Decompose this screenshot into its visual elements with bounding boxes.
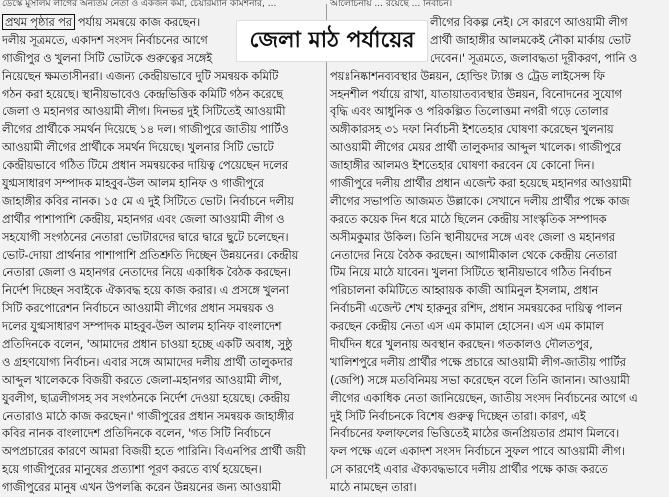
left-line: জাহাঙ্গীর কবির নানক। ১৫ মে এ দুই সিটিতে ভোট। নির্বাচনে দলীয় [2,193,294,208]
right-line: লীগের সভাপতি আজমত উল্লাকে। সেখানে দলীয় প্রার্থীর পক্ষে কাজ [330,193,630,208]
left-line: ও গ্রহণযোগ্য নির্বাচন। এবার সঙ্গে আমাদের দলীয় প্রার্থী তালুকদার [2,354,293,369]
right-line: অসীমকুমার উকিল। তিনি স্থানীয়দের সঙ্গে এবং জেলা ও মহানগর [330,229,615,244]
left-line: গাজীপুর ও খুলনা সিটি ভোটকে গুরুত্বের সঙ্গেই [2,50,213,65]
left-line: দলের যুগ্মসাধারণ সম্পাদক মাহবুব-উল আলম হানিফ বাংলাদেশ [2,319,282,334]
left-line: জেলা ও মহানগর আওয়ামী লীগ। দিনভর দুই সিটিতেই আওয়ামী [2,104,286,119]
left-line: সহযোগী সংগঠনের নেতারা ভোটারদের দ্বারে দ্বারে ছুটে চলেছেন। [2,229,289,244]
left-line-text: পর্যায় সমন্বয়ে কাজ করছেন। [77,15,201,29]
right-line: সে কারণেই এবার ঐক্যবদ্ধভাবে দলীয় প্রার্থীর পক্ষে কাজ করতে [330,462,608,477]
left-line: গাজীপুরের মানুষ এখন উপলব্ধি করেন উন্নয়নের জন্য আওয়ামী [2,480,282,495]
left-line: আওয়ামী লীগের প্রার্থীকে সমর্থন দিয়েছে। খুলনার সিটি ভোটে [2,140,274,155]
left-line: প্রার্থীর পাশাপাশি কেন্দ্রীয়, মহানগর এবং জেলা আওয়ামী লীগ ও [2,211,285,226]
right-column-text [330,14,664,497]
right-line: পয়ঃনিষ্কাশনব্যবস্থার উন্নয়ন, হোল্ডিং ট্যাক্স ও ট্রেড লাইসেন্স ফি [330,68,605,83]
right-line: দেবেন।' সূত্রমতে, জলাবদ্ধতা দূরীকরণ, পানি ও [430,50,638,65]
right-line: করছেন কেন্দ্রীয় নেতা এস এম কামাল হোসেন। এস এম কামাল [330,319,604,334]
right-line: লীগের একাধিক নেতা জানিয়েছেন, জাতীয় সংসদ নির্বাচনের আগে এ [330,390,638,405]
right-line: খালিশপুরে দলীয় প্রার্থীর পক্ষে প্রচারে আওয়ামী লীগ-জাতীয় পার্টির [330,354,626,369]
right-line: নির্বাচনী এজেন্ট শেখ হারুনুর রশিদ, প্রধান সমন্বয়কের দায়িত্ব পালন [330,301,623,316]
cutoff-top-right-line: আলোচনায় ... রয়েছে ... নির্বাচন। [330,0,453,9]
right-line: প্রার্থী জাহাঙ্গীর আলমকেই নৌকা মার্কায় ভোট [430,32,631,47]
right-line: অঙ্গীকারসহ ৩১ দফা নির্বাচনী ইশতেহার ঘোষণা করেছেন খুলনায় [330,122,614,137]
right-line: ফল পক্ষে এলে একাদশ সংসদ নির্বাচনে সুফল পাবে আওয়ামী লীগ। [330,444,625,459]
left-line: নিয়েছেন ক্ষমতাসীনরা। এজন্য কেন্দ্রীয়ভাবে দুটি সমন্বয়ক কমিটি [2,68,279,83]
headline: জেলা মাঠ পর্যায়ের [249,27,415,53]
left-line: হয়ে গাজীপুরের মানুষের প্রত্যাশা পূরণ করতে ব্যর্থ হয়েছেন। [2,462,262,477]
left-line: অপপ্রচারের কারণে আমরা বিজয়ী হতে পারিনি। বিএনপির প্রার্থী জয়ী [2,444,306,459]
right-line: গাজীপুরে দলীয় প্রার্থীর প্রধান এজেন্ট করা হয়েছে মহানগর আওয়ামী [330,176,632,191]
left-line: নির্দেশ দিচ্ছেন সবাইকে ঐক্যবদ্ধ হয়ে কাজ করার। এ প্রসঙ্গে খুলনা [2,283,289,298]
left-line: দলীয় সূত্রমতে, একাদশ সংসদ নির্বাচনের আগে [2,32,208,47]
right-line: দীর্ঘদিন ধরে খুলনায় অবস্থান করছেন। গতকালও দৌলতপুর, [330,337,593,352]
left-line: গঠন করা হয়েছে। স্থানীয়ভাবেও কেন্দ্রভিত্তিক কমিটি গঠন করেছে [2,86,283,101]
right-line: মাঠে নামছেন তারা। [330,480,417,495]
headline-box [236,20,428,62]
left-line: প্রতিদিনকে বলেন, 'আমাদের প্রধান চাওয়া হচ্ছে একটি অবাধ, সুষ্ঠু [2,337,293,352]
right-line: টিম নিয়ে মাঠে যাবেন। খুলনা সিটিতে স্থানীয়ভাবে গঠিত নির্বাচন [330,265,612,280]
right-line: জাহাঙ্গীর আলমও ইশতেহার ঘোষণা করবেন যে কোনো দিন। [330,158,595,173]
left-line: সিটি করপোরেশন নির্বাচনে আওয়ামী লীগের প্রধান সমন্বয়ক ও [2,301,274,316]
right-line: বৃদ্ধি এবং আধুনিক ও পরিকল্পিত তিলোত্তমা নগরী গড়ে তোলার [330,104,609,119]
left-line: নেতারাও মাঠে কাজ করছেন।' গাজীপুরের প্রধান সমন্বয়ক জাহাঙ্গীর [2,408,294,423]
right-line: (জেপি) সঙ্গে মতবিনিময় সভা করেছেন বলে তিনি জানান। আওয়ামী [330,372,630,387]
left-line: ভোট-দোয়া প্রার্থনার পাশাপাশি প্রতিশ্রুতি দিচ্ছেন উন্নয়নের। কেন্দ্রীয় [2,247,299,262]
right-line: নির্বাচনের ফলাফলের ভিত্তিতেই মাঠের জনপ্রিয়তার প্রমাণ মিলবে। [330,426,620,441]
left-line: নেতারা জেলা ও মহানগর নেতাদের নিয়ে একাধিক বৈঠক করছেন। [2,265,291,280]
right-line: সহনশীল পর্যায়ে রাখা, যাতায়াতব্যবস্থার উন্নয়ন, বিনোদনের সুযোগ [330,86,622,101]
left-line: কেন্দ্রীয়ভাবে গঠিত টিমে প্রধান সমন্বয়কের দায়িত্ব পেয়েছেন দলের [2,158,289,173]
right-line: লীগের বিকল্প নেই। সে কারণে আওয়ামী লীগ [430,15,628,29]
cutoff-top-left-line: ডেস্কে মুসলিম লীগের অন্যতম নেতা ও একজন কর্মী, চেয়ারম্যান কমিশনার, ... [2,0,277,9]
column-divider [326,4,327,479]
right-line: দুই সিটি নির্বাচনকে বিশেষ গুরুত্ব দিচ্ছেন তারা। কারণ, এই [330,408,586,423]
continued-from-front-page-tag: প্রথম পৃষ্ঠার পর [2,14,75,30]
right-line: করতে কয়েক দিন ধরে মাঠে ছিলেন কেন্দ্রীয় সাংস্কৃতিক সম্পাদক [330,211,607,226]
right-line: পরিচালনা কমিটিতে আহ্বায়ক কাজী আমিনুল ইসলাম, প্রধান [330,283,599,298]
article-right-column [330,0,664,495]
right-line: আওয়ামী লীগের মেয়র প্রার্থী তালুকদার আব্দুল খালেক। গাজীপুরে [330,140,622,155]
left-line: যুবলীগ, ছাত্রলীগসহ সব সংগঠনকে নির্দেশ দেওয়া হয়েছে। কেন্দ্রীয় [2,390,290,405]
left-line: আব্দুল খালেককে বিজয়ী করতে জেলা-মহানগর আওয়ামী লীগ, [2,372,282,387]
left-column-text [2,14,324,497]
right-line: নেতাদের নিয়ে বৈঠক করছেন। আগামীকাল থেকে কেন্দ্রীয় নেতারা [330,247,617,262]
article-left-column [2,0,324,495]
left-line: কবির নানক বাংলাদেশ প্রতিদিনকে বলেন, 'গত সিটি নির্বাচনে [2,426,271,441]
left-line: লীগের প্রার্থীকে সমর্থন দিয়েছে ১৪ দল। গাজীপুরে জাতীয় পার্টিও [2,122,289,137]
left-line: যুগ্মসাধারণ সম্পাদক মাহবুব-উল আলম হানিফ ও গাজীপুরে [2,176,264,191]
